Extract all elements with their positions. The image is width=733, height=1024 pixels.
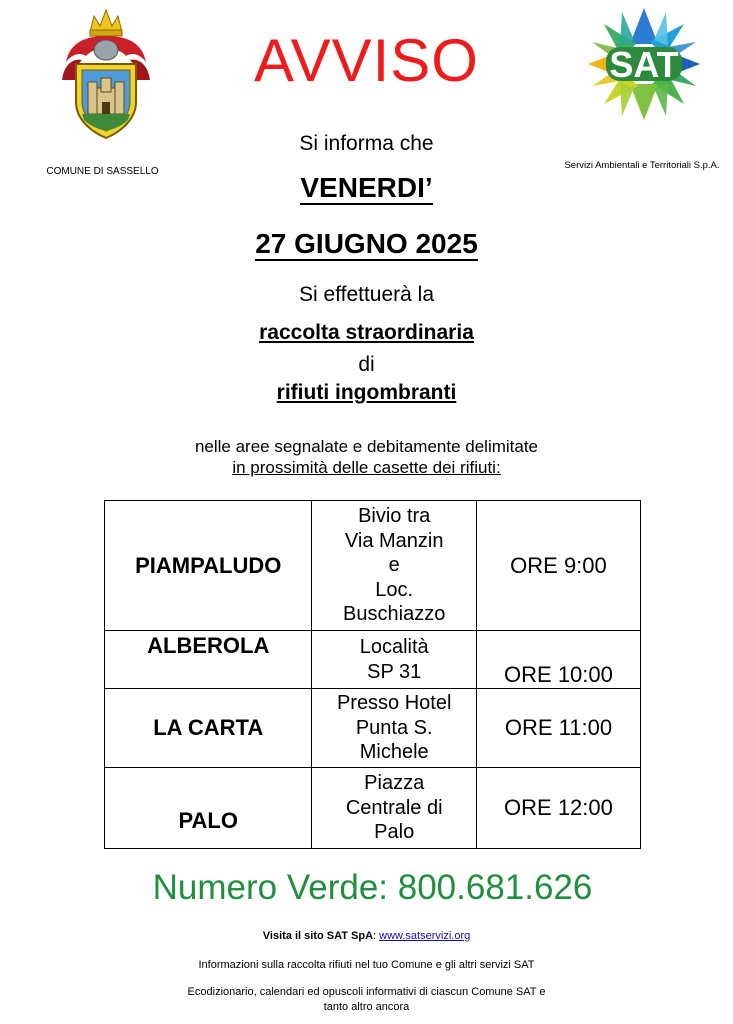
table-row [105,631,641,689]
place-cell [312,768,476,849]
areas-text-line2-underlined: in prossimità delle casette dei rifiuti: [232,458,501,477]
will-happen-text: Si effettuerà la [298,283,435,306]
visit-label: Visita il sito SAT SpA [262,930,374,942]
place-line: Palo [374,821,415,844]
place-line: Loc. [375,578,414,601]
waste-heading [0,381,733,405]
place-line: Piazza [364,772,425,795]
place-cell [312,631,476,689]
of-text: di [358,353,375,376]
location-cell: ALBEROLA [105,631,312,689]
areas-text-line1: nelle aree segnalate e debitamente delimitate [194,437,539,456]
place-line: SP 31 [367,660,422,683]
time-cell: ORE 11:00 [476,689,640,768]
info-line-2 [0,985,733,1015]
place-line: Michele [359,741,429,764]
location-cell: LA CARTA [105,689,312,768]
time-cell: ORE 10:00 [476,631,640,689]
place-line: Punta S. [355,716,433,739]
collection-heading [0,321,733,345]
intro-text: Si informa che [299,132,434,155]
place-line: e [388,554,400,577]
visit-separator: : [373,930,380,942]
sat-caption: Servizi Ambientali e Territoriali S.p.A. [564,160,720,171]
table-row [105,501,641,631]
place-cell [312,501,476,631]
place-line: Bivio tra [358,505,431,528]
place-line: Presso Hotel [336,692,452,715]
day-heading [0,172,733,204]
info-line-2a: Ecodizionario, calendari ed opuscoli informativi di ciascun Comune SAT e [187,986,546,998]
table-row [105,768,641,849]
time-cell: ORE 9:00 [476,501,640,631]
waste-text: rifiuti ingombranti [276,381,457,404]
schedule-table [104,500,641,849]
info-line-1: Informazioni sulla raccolta rifiuti nel tuo Comune e gli altri servizi SAT [198,959,535,971]
place-line: Buschiazzo [343,603,446,626]
time-cell: ORE 12:00 [476,768,640,849]
place-line: Località [359,636,429,658]
green-number: Numero Verde: 800.681.626 [152,868,593,907]
website-link[interactable]: www.satservizi.org [379,930,471,942]
areas-text-line2 [0,458,733,478]
visit-line [0,930,733,942]
date-text: 27 GIUGNO 2025 [255,228,478,259]
place-line: Via Manzin [344,529,444,552]
sat-logo-text: SAT [609,44,679,85]
collection-text: raccolta straordinaria [259,321,474,344]
place-cell [312,689,476,768]
comune-name: COMUNE DI SASSELLO [46,166,159,177]
info-line-2b: tanto altro ancora [323,1001,410,1013]
location-cell: PIAMPALUDO [105,501,312,631]
day-text: VENERDI’ [300,172,433,203]
location-cell: PALO [105,768,312,849]
date-heading [0,228,733,260]
table-row [105,689,641,768]
place-line: Centrale di [345,796,443,819]
page-title: AVVISO [254,27,479,94]
